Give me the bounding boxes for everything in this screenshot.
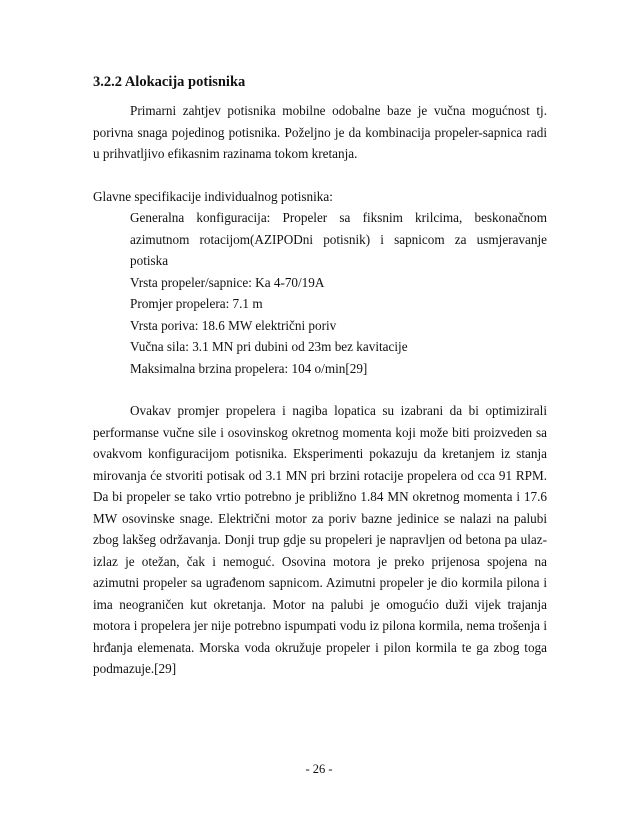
specs-list — [93, 207, 547, 379]
spec-item-max-speed: Maksimalna brzina propelera: 104 o/min[29] — [130, 360, 368, 376]
spec-item-propulsion-type: Vrsta poriva: 18.6 MW električni poriv — [130, 317, 337, 333]
specs-title: Glavne specifikacije individualnog potisnika: — [93, 188, 333, 204]
section-heading: 3.2.2 Alokacija potisnika — [93, 74, 246, 90]
paragraph-spacer — [93, 379, 547, 400]
spec-item-propeller-type: Vrsta propeler/sapnice: Ka 4-70/19A — [130, 274, 325, 290]
spec-item-diameter: Promjer propelera: 7.1 m — [130, 296, 263, 311]
page-content — [93, 70, 547, 680]
spec-item-configuration: Generalna konfiguracija: Propeler sa fiksnim krilcima, beskonačnom azimutnom rotacijom(AZIPODni potisnik) i sapnicom za usmjeravanje potiska — [130, 210, 547, 268]
spec-item-thrust: Vučna sila: 3.1 MN pri dubini od 23m bez kavitacije — [130, 339, 408, 354]
body-paragraph: Ovakav promjer propelera i nagiba lopatica su izabrani da bi optimizirali performanse vučne sile i osovinskog okretnog momenta koji može biti proizveden sa ovakvom konfiguracijom potisnika. Eksperimenti pokazuju da kretanjem iz stanja mirovanja će stvoriti potisak od 3.1 MN pri brzini rotacije propelera od cca 91 RPM. Da bi propeler se tako vrtio potrebno je približno 1.84 MN okretnog momenta i 17.6 MW osovinske snage. Električni motor za poriv bazne jedinice se nalazi na palubi zbog lakšeg održavanja. Donji trup gdje su propeleri je napravljen od betona pa ulaz-izlaz je otežan, čak i nemoguć. Osovina motora je preko prijenosa spojena na azimutni propeler sa ugrađenom sapnicom. Azimutni propeler je dio kormila pilona i ima neograničen kut okretanja. Motor na palubi je omogućio duži vijek trajanja motora i propelera jer nije potrebno ispumpati vodu iz pilona kormila, nema trošenja i hrđanja elemenata. Morska voda okružuje propeler i pilon kormila te ga zbog toga podmazuje.[29] — [93, 403, 547, 676]
intro-paragraph: Primarni zahtjev potisnika mobilne odobalne baze je vučna mogućnost tj. porivna snaga pojedinog potisnika. Poželjno je da kombinacija propeler-sapnica radi u prihvatljivo efikasnim razinama tokom kretanja. — [93, 103, 547, 161]
paragraph-spacer — [93, 165, 547, 186]
page-number: - 26 - — [305, 762, 333, 776]
